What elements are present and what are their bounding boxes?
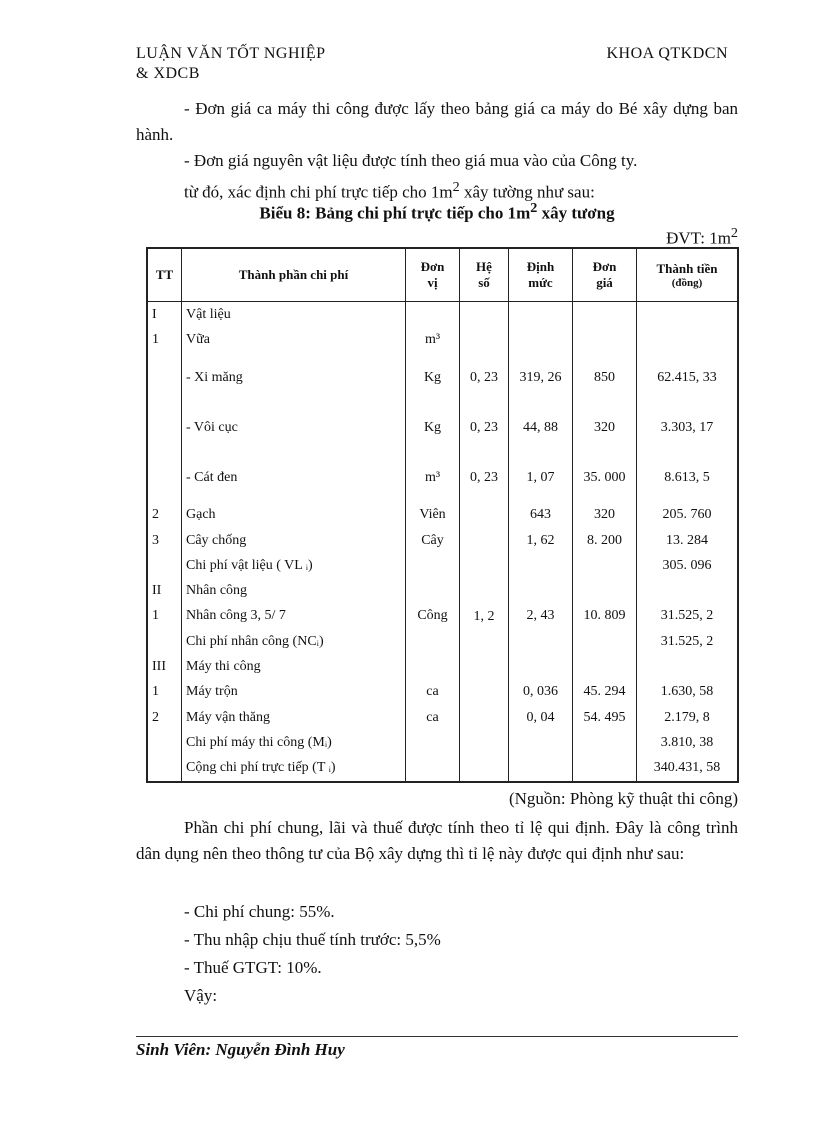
cell-dg bbox=[573, 629, 637, 654]
cell-name: - Vôi cục bbox=[182, 403, 406, 453]
cell-tt bbox=[147, 403, 182, 453]
cell-hs bbox=[460, 680, 509, 705]
cell-name: Vật liệu bbox=[182, 302, 406, 328]
cell-hs bbox=[460, 553, 509, 578]
header-price-b: giá bbox=[596, 275, 613, 290]
cell-name: - Cát đen bbox=[182, 453, 406, 503]
table-row bbox=[147, 503, 738, 528]
table-row bbox=[147, 730, 738, 755]
cell-name: Máy thi công bbox=[182, 654, 406, 679]
cell-tt bbox=[147, 756, 182, 782]
cell-hs: 0, 23 bbox=[460, 453, 509, 503]
header-total bbox=[637, 248, 739, 302]
table-title-superscript: 2 bbox=[530, 200, 538, 216]
cell-dg bbox=[573, 302, 637, 328]
table-row bbox=[147, 327, 738, 352]
header-norm-a: Định bbox=[526, 259, 555, 274]
cell-total bbox=[637, 654, 739, 679]
cell-dg bbox=[573, 553, 637, 578]
cell-tt: I bbox=[147, 302, 182, 328]
header-department-suffix: & XDCB bbox=[136, 65, 200, 82]
conclusion-word: Vậy: bbox=[184, 986, 218, 1005]
cell-total: 3.303, 17 bbox=[637, 403, 739, 453]
cell-hs bbox=[460, 578, 509, 603]
cell-total bbox=[637, 302, 739, 328]
table-row bbox=[147, 302, 738, 328]
cell-dv: Viên bbox=[406, 503, 460, 528]
intro-paragraph-1: - Đơn giá ca máy thi công được lấy theo bảng giá ca máy do Bé xây dựng ban hành. bbox=[136, 99, 738, 144]
cell-dm: 643 bbox=[509, 503, 573, 528]
cell-dv bbox=[406, 629, 460, 654]
cell-dm bbox=[509, 629, 573, 654]
cell-total: 1.630, 58 bbox=[637, 680, 739, 705]
cell-total: 305. 096 bbox=[637, 553, 739, 578]
header-price-a: Đơn bbox=[592, 259, 617, 274]
header-tt: TT bbox=[147, 248, 182, 302]
cell-tt: 3 bbox=[147, 528, 182, 553]
cell-dm bbox=[509, 654, 573, 679]
cell-hs: 1, 2 bbox=[460, 604, 509, 629]
table-unit-text: ĐVT: 1m bbox=[666, 228, 731, 248]
cell-tt: II bbox=[147, 578, 182, 603]
cell-total: 31.525, 2 bbox=[637, 604, 739, 629]
cell-dv: Công bbox=[406, 604, 460, 629]
cell-dm: 0, 04 bbox=[509, 705, 573, 730]
cell-dg: 10. 809 bbox=[573, 604, 637, 629]
cell-total: 8.613, 5 bbox=[637, 453, 739, 503]
cell-dv: m³ bbox=[406, 327, 460, 352]
cell-total: 2.179, 8 bbox=[637, 705, 739, 730]
intro-p3-superscript: 2 bbox=[452, 179, 460, 195]
cell-dm: 319, 26 bbox=[509, 353, 573, 403]
cell-total: 13. 284 bbox=[637, 528, 739, 553]
cell-name: Chi phí nhân công (NCᵢ) bbox=[182, 629, 406, 654]
cell-name: Máy trộn bbox=[182, 680, 406, 705]
header-norm bbox=[509, 248, 573, 302]
table-row bbox=[147, 705, 738, 730]
intro-paragraph-2: - Đơn giá nguyên vật liệu được tính theo giá mua vào của Công ty. bbox=[184, 151, 638, 170]
table-row bbox=[147, 453, 738, 503]
cell-name: Gạch bbox=[182, 503, 406, 528]
table-row bbox=[147, 654, 738, 679]
cell-name: Vữa bbox=[182, 327, 406, 352]
cell-total bbox=[637, 327, 739, 352]
cell-tt: 2 bbox=[147, 705, 182, 730]
table-row bbox=[147, 578, 738, 603]
table-row bbox=[147, 756, 738, 782]
header-coefficient bbox=[460, 248, 509, 302]
footer-student: Sinh Viên: Nguyễn Đình Huy bbox=[136, 1040, 345, 1059]
cell-dg bbox=[573, 730, 637, 755]
header-name: Thành phần chi phí bbox=[182, 248, 406, 302]
cell-name: Chi phí vật liệu ( VL ᵢ) bbox=[182, 553, 406, 578]
table-row bbox=[147, 604, 738, 629]
cell-dm: 0, 036 bbox=[509, 680, 573, 705]
cell-tt: 2 bbox=[147, 503, 182, 528]
cell-dg bbox=[573, 756, 637, 782]
table-row bbox=[147, 629, 738, 654]
cell-dv: ca bbox=[406, 680, 460, 705]
table-title-text-b: xây tương bbox=[537, 203, 615, 223]
cell-dm: 2, 43 bbox=[509, 604, 573, 629]
cell-hs: 0, 23 bbox=[460, 353, 509, 403]
cell-name: Chi phí máy thi công (Mᵢ) bbox=[182, 730, 406, 755]
cell-dm bbox=[509, 327, 573, 352]
cell-dm bbox=[509, 302, 573, 328]
cell-total: 340.431, 58 bbox=[637, 756, 739, 782]
cell-dg: 45. 294 bbox=[573, 680, 637, 705]
cell-name: Máy vận thăng bbox=[182, 705, 406, 730]
cell-dm bbox=[509, 578, 573, 603]
cell-dv: m³ bbox=[406, 453, 460, 503]
intro-p3-text-a: từ đó, xác định chi phí trực tiếp cho 1m bbox=[184, 182, 453, 202]
cell-dg: 35. 000 bbox=[573, 453, 637, 503]
cell-dg bbox=[573, 327, 637, 352]
cell-tt: 1 bbox=[147, 680, 182, 705]
cell-dv bbox=[406, 302, 460, 328]
cell-dg bbox=[573, 578, 637, 603]
cell-tt: III bbox=[147, 654, 182, 679]
cell-dm: 1, 62 bbox=[509, 528, 573, 553]
direct-cost-table bbox=[146, 247, 739, 783]
cell-hs bbox=[460, 327, 509, 352]
bullet-general-cost: - Chi phí chung: 55%. bbox=[184, 902, 335, 921]
cell-name: - Xi măng bbox=[182, 353, 406, 403]
cell-total bbox=[637, 578, 739, 603]
cell-total: 205. 760 bbox=[637, 503, 739, 528]
cell-dg: 850 bbox=[573, 353, 637, 403]
cell-dv: ca bbox=[406, 705, 460, 730]
header-unit-b: vị bbox=[427, 275, 438, 290]
cell-tt bbox=[147, 730, 182, 755]
cell-hs bbox=[460, 503, 509, 528]
body-paragraph: Phần chi phí chung, lãi và thuế được tính theo tỉ lệ qui định. Đây là công trình dân dụng nên theo thông tư của Bộ xây dựng thì tỉ lệ này được qui định như sau: bbox=[136, 818, 738, 863]
header-coef-a: Hệ bbox=[476, 259, 492, 274]
header-total-a: Thành tiền bbox=[656, 261, 718, 276]
table-row bbox=[147, 528, 738, 553]
cell-hs: 0, 23 bbox=[460, 403, 509, 453]
cell-dv bbox=[406, 756, 460, 782]
cell-tt: 1 bbox=[147, 327, 182, 352]
cell-name: Nhân công 3, 5/ 7 bbox=[182, 604, 406, 629]
cell-dm bbox=[509, 553, 573, 578]
cell-total: 62.415, 33 bbox=[637, 353, 739, 403]
table-row bbox=[147, 553, 738, 578]
cell-tt bbox=[147, 453, 182, 503]
cell-hs bbox=[460, 730, 509, 755]
table-unit-superscript: 2 bbox=[730, 225, 738, 241]
table-title bbox=[136, 200, 738, 224]
cell-dm: 44, 88 bbox=[509, 403, 573, 453]
header-unit bbox=[406, 248, 460, 302]
cell-hs bbox=[460, 528, 509, 553]
table-title-text-a: Biểu 8: Bảng chi phí trực tiếp cho 1m bbox=[259, 203, 531, 223]
cell-hs bbox=[460, 756, 509, 782]
table-row bbox=[147, 353, 738, 403]
cell-tt bbox=[147, 353, 182, 403]
cell-name: Nhân công bbox=[182, 578, 406, 603]
cell-hs bbox=[460, 302, 509, 328]
bullet-vat: - Thuế GTGT: 10%. bbox=[184, 958, 322, 977]
cell-tt: 1 bbox=[147, 604, 182, 629]
cell-dv bbox=[406, 553, 460, 578]
cell-name: Cây chống bbox=[182, 528, 406, 553]
cell-dv bbox=[406, 730, 460, 755]
header-faculty: KHOA QTKDCN bbox=[606, 45, 728, 62]
cell-dm bbox=[509, 756, 573, 782]
header-norm-b: mức bbox=[528, 275, 553, 290]
cell-dm: 1, 07 bbox=[509, 453, 573, 503]
cell-hs bbox=[460, 705, 509, 730]
cell-hs bbox=[460, 654, 509, 679]
cell-dg: 320 bbox=[573, 403, 637, 453]
intro-p3-text-b: xây tường như sau: bbox=[459, 182, 595, 202]
cell-dv bbox=[406, 654, 460, 679]
header-unit-price bbox=[573, 248, 637, 302]
cell-dg: 54. 495 bbox=[573, 705, 637, 730]
table-row bbox=[147, 680, 738, 705]
cell-dm bbox=[509, 730, 573, 755]
cell-total: 31.525, 2 bbox=[637, 629, 739, 654]
header-coef-b: số bbox=[478, 275, 490, 290]
header-total-b: (đồng) bbox=[671, 277, 703, 289]
cell-hs bbox=[460, 629, 509, 654]
cell-tt bbox=[147, 553, 182, 578]
header-thesis-title: LUẬN VĂN TỐT NGHIỆP bbox=[136, 45, 326, 62]
bullet-taxable-income: - Thu nhập chịu thuế tính trước: 5,5% bbox=[184, 930, 441, 949]
cell-dg: 320 bbox=[573, 503, 637, 528]
cell-dg: 8. 200 bbox=[573, 528, 637, 553]
table-row bbox=[147, 403, 738, 453]
table-unit bbox=[666, 225, 738, 249]
cell-name: Cộng chi phí trực tiếp (T ᵢ) bbox=[182, 756, 406, 782]
cell-dv: Kg bbox=[406, 353, 460, 403]
header-unit-a: Đơn bbox=[420, 259, 445, 274]
cell-dv: Kg bbox=[406, 403, 460, 453]
footer-divider bbox=[136, 1036, 738, 1037]
cell-tt bbox=[147, 629, 182, 654]
cell-total: 3.810, 38 bbox=[637, 730, 739, 755]
cell-dg bbox=[573, 654, 637, 679]
table-source: (Nguồn: Phòng kỹ thuật thi công) bbox=[508, 789, 738, 808]
header-left bbox=[136, 44, 326, 84]
table-header-row bbox=[147, 248, 738, 302]
cell-dv: Cây bbox=[406, 528, 460, 553]
cell-dv bbox=[406, 578, 460, 603]
